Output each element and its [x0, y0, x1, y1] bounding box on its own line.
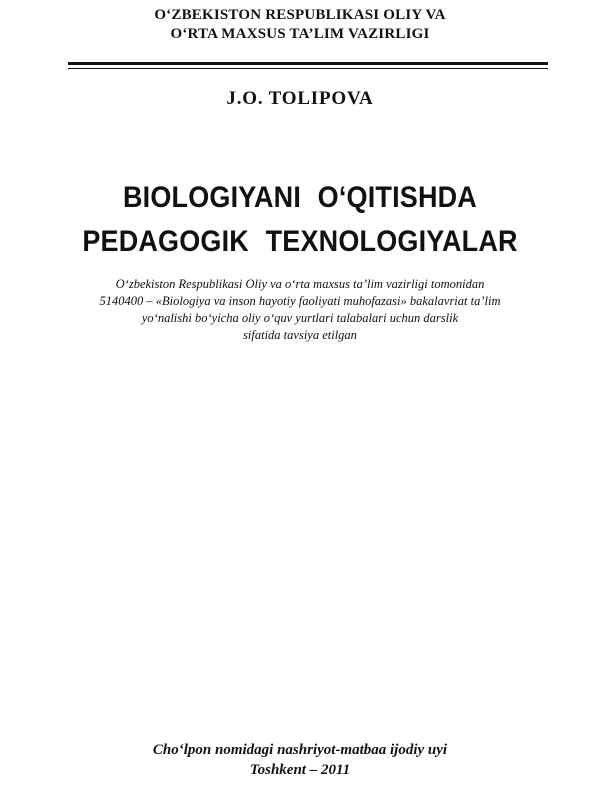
ministry-header — [0, 6, 600, 44]
approval-line-4: sifatida tavsiya etilgan — [243, 328, 357, 342]
publisher-imprint — [0, 740, 600, 780]
header-rule-thin — [68, 68, 548, 69]
book-title-line-2: PEDAGOGIK TEXNOLOGIYALAR — [82, 225, 518, 258]
book-title-line-1: BIOLOGIYANI O‘QITISHDA — [122, 181, 477, 214]
ministry-line-1: O‘ZBEKISTON RESPUBLIKASI OLIY VA — [154, 7, 446, 23]
approval-line-2: 5140400 – «Biologiya va inson hayotiy faoliyati muhofazasi» bakalavriat ta’lim — [99, 294, 501, 308]
approval-line-1: O‘zbekiston Respublikasi Oliy va o‘rta maxsus ta’lim vazirligi tomonidan — [115, 277, 485, 291]
book-title — [30, 176, 570, 264]
ministry-line-2: O‘RTA MAXSUS TA’LIM VAZIRLIGI — [170, 26, 430, 42]
publisher-city-year: Toshkent – 2011 — [249, 762, 351, 778]
header-rule-thick — [68, 62, 548, 65]
author-name: J.O. TOLIPOVA — [226, 88, 374, 109]
approval-line-3: yo‘nalishi bo‘yicha oliy o‘quv yurtlari talabalari uchun darslik — [141, 311, 459, 325]
approval-statement — [40, 276, 560, 344]
publisher-name: Cho‘lpon nomidagi nashriyot-matbaa ijodiy uyi — [152, 742, 448, 758]
